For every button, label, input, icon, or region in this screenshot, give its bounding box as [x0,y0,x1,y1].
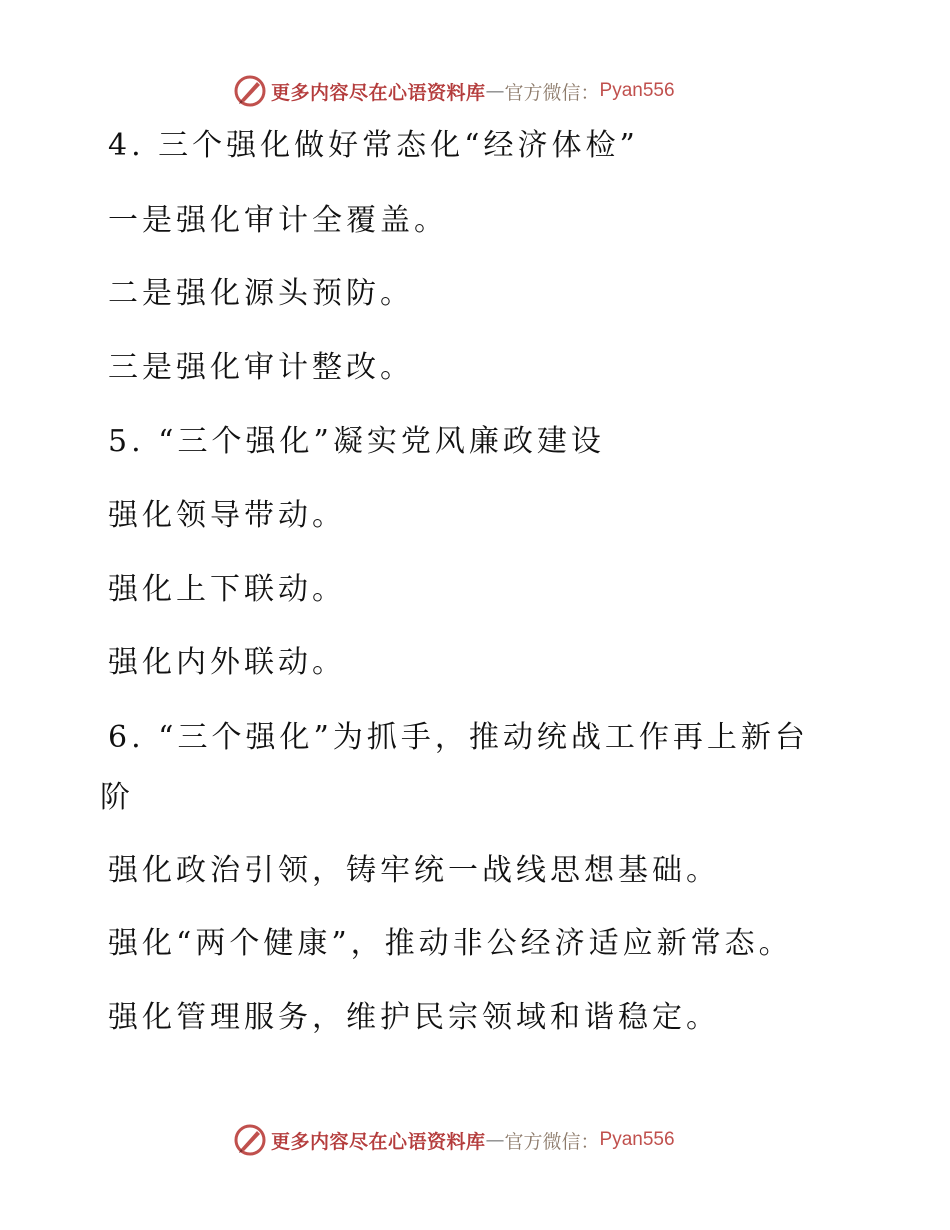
banner-wechat-label: 官方微信： [504,81,600,104]
banner-dash: — [485,80,505,102]
heading-item-6-continuation: 阶 [100,780,134,815]
list-item: 强化管理服务，维护民宗领域和谐稳定。 [108,1000,720,1035]
list-item: 强化内外联动。 [108,645,346,680]
heading-item-6: 6. “三个强化”为抓手，推动统战工作再上新台 [108,720,809,755]
heading-item-4: 4. 三个强化做好常态化“经济体检” [108,128,639,163]
list-item: 二是强化源头预防。 [108,276,414,311]
banner-prefix: 更多内容尽在心语资料库 [271,81,486,104]
footer-banner [233,1120,675,1160]
heading-item-5: 5. “三个强化”凝实党风廉政建设 [108,424,605,459]
quill-pen-logo-icon [233,74,267,108]
banner-prefix: 更多内容尽在心语资料库 [271,1130,486,1153]
list-item: 强化领导带动。 [108,498,346,533]
banner-wechat-label: 官方微信： [504,1130,600,1153]
list-item: 强化政治引领，铸牢统一战线思想基础。 [108,853,720,888]
list-item: 一是强化审计全覆盖。 [108,203,448,238]
list-item: 强化上下联动。 [108,572,346,607]
quill-pen-logo-icon [233,1123,267,1157]
list-item: 三是强化审计整改。 [108,350,414,385]
banner-wechat-id: Pyan556 [599,1129,675,1150]
header-banner [233,71,675,111]
list-item: 强化“两个健康”，推动非公经济适应新常态。 [108,926,793,961]
banner-wechat-id: Pyan556 [599,80,675,101]
banner-dash: — [485,1129,505,1151]
